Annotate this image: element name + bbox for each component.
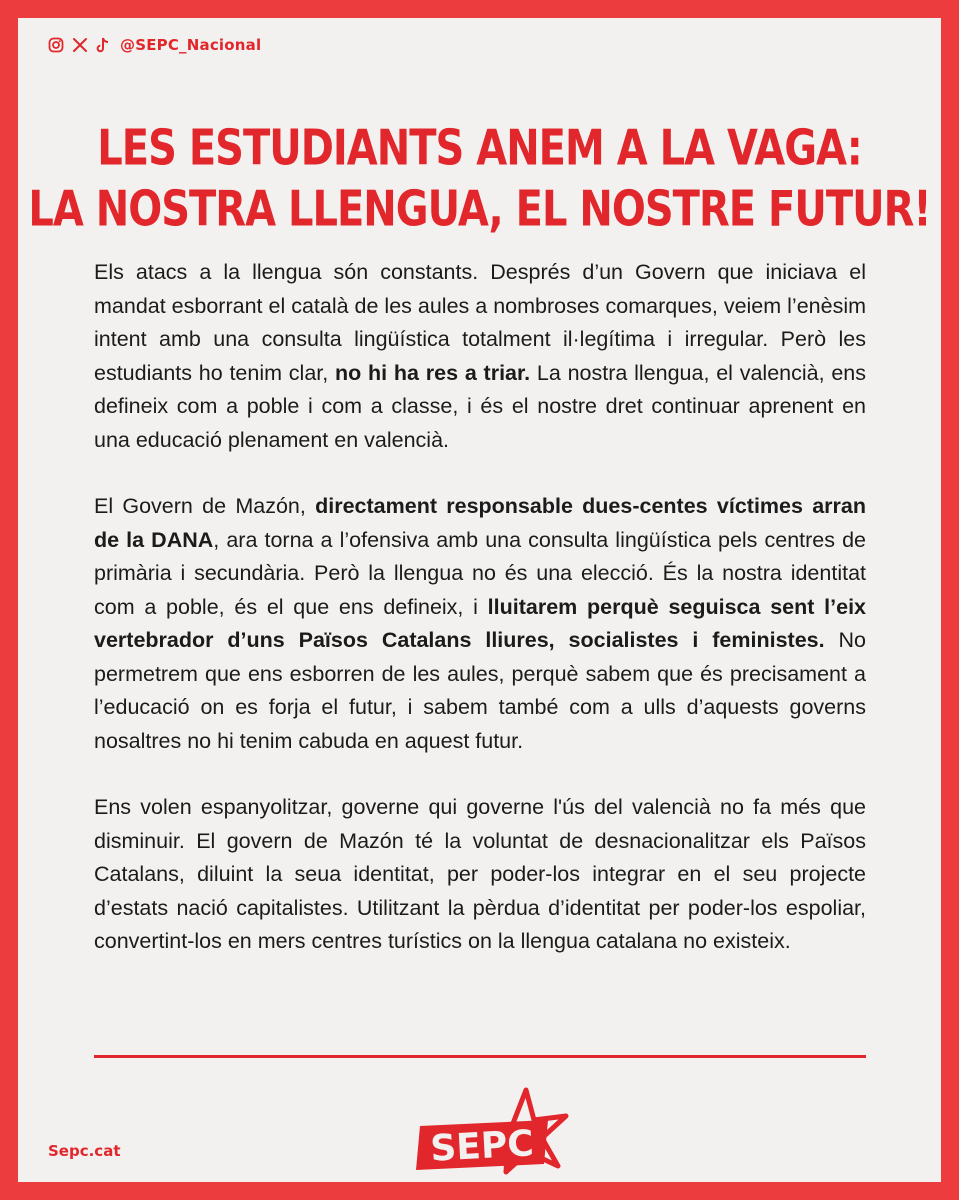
sepc-logo: [398, 1086, 578, 1186]
statement-body: [94, 256, 866, 992]
headline: [18, 118, 941, 240]
headline-line-2: LA NOSTRA LLENGUA, EL NOSTRE FUTUR!: [28, 181, 931, 238]
website-link[interactable]: Sepc.cat: [48, 1142, 121, 1160]
instagram-icon[interactable]: [48, 37, 64, 53]
paragraph-3: [94, 791, 866, 959]
paragraph-3-text-1: Ens volen espanyolitzar, governe qui governe l'ús del valencià no fa més que disminuir. El govern de Mazón té la voluntat de desnacionalitzar els Països Catalans, diluint la seua identitat, per poder-los integrar en el seu projecte d’estats nació capitalistes. Utilitzant la pèrdua d’identitat per poder-los espoliar, convertint-los en mers centres turístics on la llengua catalana no existeix.: [94, 795, 866, 953]
tiktok-icon[interactable]: [96, 37, 110, 53]
social-header: [48, 36, 261, 54]
paragraph-1-text-2: La nostra llengua, el valencià, ens defineix com a poble i com a classe, i és el nostre dret continuar aprenent en una educació plenament en valencià.: [94, 360, 866, 452]
paragraph-2: [94, 490, 866, 758]
paragraph-2-bold-1: directament responsable dues-centes víctimes arran de la DANA: [94, 494, 866, 552]
paragraph-2-bold-2: lluitarem perquè seguisca sent l’eix vertebrador d’uns Països Catalans lliures, socialistes i feministes.: [94, 594, 866, 652]
headline-line-1: LES ESTUDIANTS ANEM A LA VAGA:: [97, 120, 862, 177]
paragraph-2-text-1: El Govern de Mazón,: [94, 494, 316, 518]
paragraph-2-text-2: , ara torna a l’ofensiva amb una consulta lingüística pels centres de primària i secundària. Però la llengua no és una elecció. És la nostra identitat com a poble, és el que ens defineix, i: [94, 527, 866, 619]
paragraph-1: [94, 256, 866, 457]
logo-text: SEPC: [429, 1123, 535, 1170]
paragraph-2-text-3: No permetrem que ens esborren de les aules, perquè sabem que és precisament a l’educació on es forja el futur, i sabem també com a ulls d’aquests governs nosaltres no hi tenim cabuda en aquest futur.: [94, 628, 866, 753]
paragraph-1-bold-1: no hi ha res a triar.: [335, 360, 531, 385]
paragraph-1-text-1: Els atacs a la llengua són constants. Després d’un Govern que iniciava el mandat esborrant el català de les aules a nombroses comarques, veiem l’enèsim intent amb una consulta lingüística totalment il·legítima i irregular. Però les estudiants ho tenim clar,: [94, 260, 867, 385]
social-handle[interactable]: @SEPC_Nacional: [120, 36, 262, 54]
divider: [94, 1055, 866, 1058]
x-icon[interactable]: [72, 37, 88, 53]
poster-card: [18, 18, 941, 1182]
